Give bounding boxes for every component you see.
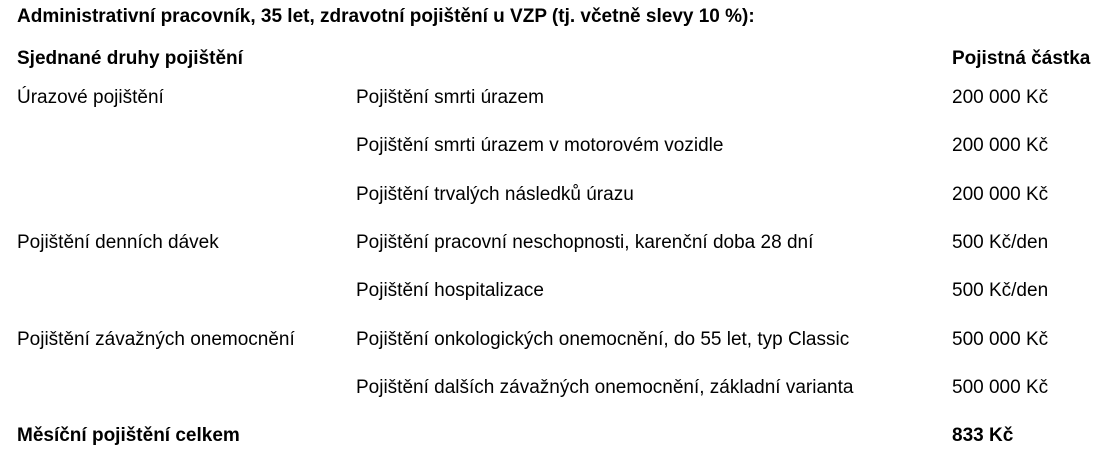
- row-item: Pojištění pracovní neschopnosti, karenční doba 28 dní: [356, 232, 814, 254]
- table-header-row: [17, 44, 1102, 74]
- table-row: [17, 122, 1102, 170]
- row-amount: 200 000 Kč: [952, 87, 1049, 109]
- row-category: [17, 122, 356, 170]
- row-item: Pojištění smrti úrazem v motorovém vozidle: [356, 135, 724, 157]
- row-item: Pojištění hospitalizace: [356, 280, 544, 302]
- row-amount: 500 Kč/den: [952, 280, 1049, 302]
- table-row: [17, 267, 1102, 315]
- table-row: [17, 364, 1102, 412]
- row-category: [17, 364, 356, 412]
- total-amount: 833 Kč: [952, 425, 1014, 447]
- document-heading: Administrativní pracovník, 35 let, zdravotní pojištění u VZP (tj. včetně slevy 10 %):: [17, 6, 755, 27]
- table-row: [17, 219, 1102, 267]
- row-category: Pojištění závažných onemocnění: [17, 328, 295, 350]
- total-row: [17, 412, 1102, 460]
- total-spacer: [356, 412, 952, 460]
- row-category: [17, 171, 356, 219]
- row-item: Pojištění smrti úrazem: [356, 87, 544, 109]
- header-item: [356, 44, 952, 74]
- table-row: [17, 171, 1102, 219]
- row-item: Pojištění onkologických onemocnění, do 55 let, typ Classic: [356, 328, 850, 350]
- header-amount: Pojistná částka: [952, 48, 1091, 69]
- row-amount: 500 000 Kč: [952, 328, 1049, 350]
- row-category: [17, 267, 356, 315]
- table-row: [17, 315, 1102, 363]
- header-category: Sjednané druhy pojištění: [17, 48, 243, 69]
- insurance-table: [17, 44, 1102, 460]
- row-category: Úrazové pojištění: [17, 87, 164, 109]
- row-amount: 200 000 Kč: [952, 135, 1049, 157]
- row-amount: 500 000 Kč: [952, 376, 1049, 398]
- row-category: Pojištění denních dávek: [17, 232, 219, 254]
- total-label: Měsíční pojištění celkem: [17, 425, 240, 447]
- row-item: Pojištění dalších závažných onemocnění, základní varianta: [356, 376, 854, 398]
- row-amount: 500 Kč/den: [952, 232, 1049, 254]
- table-row: [17, 74, 1102, 122]
- row-item: Pojištění trvalých následků úrazu: [356, 183, 634, 205]
- row-amount: 200 000 Kč: [952, 183, 1049, 205]
